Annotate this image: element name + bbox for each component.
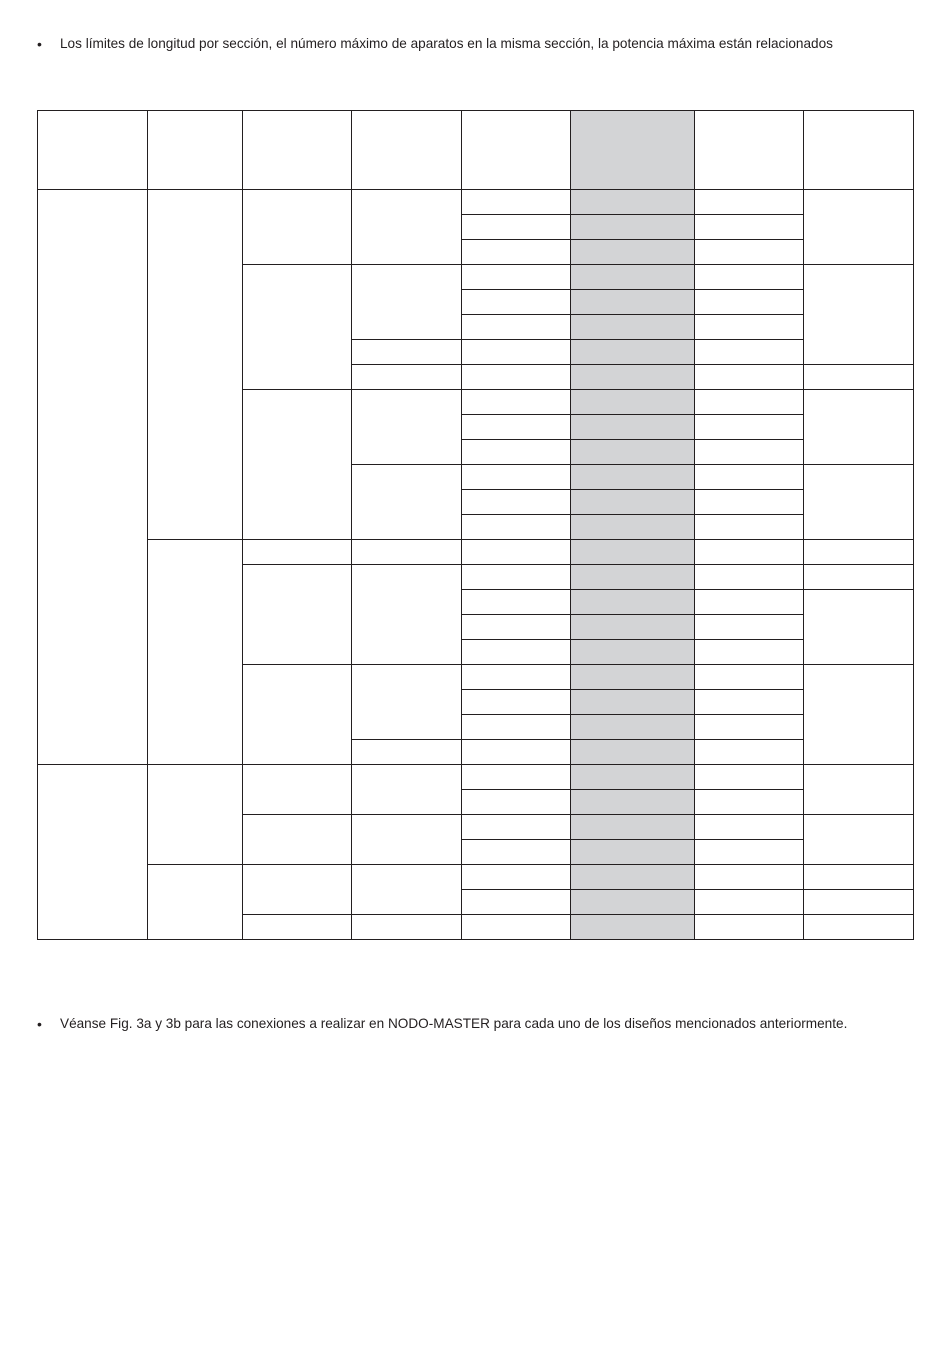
table-cell	[352, 390, 462, 465]
table-cell-shaded	[571, 815, 695, 840]
table-cell	[695, 190, 804, 215]
table-cell-shaded	[571, 690, 695, 715]
table-cell	[352, 740, 462, 765]
table-cell	[352, 665, 462, 740]
table-cell	[695, 840, 804, 865]
table-cell-shaded	[571, 640, 695, 665]
paragraph-text: Véanse Fig. 3a y 3b para las conexiones a realizar en NODO-MASTER para cada uno de los diseños mencionados anteriormente.	[60, 1016, 848, 1031]
table-cell	[804, 815, 914, 865]
table-cell	[462, 390, 571, 415]
table-cell	[462, 440, 571, 465]
table-cell-shaded	[571, 440, 695, 465]
table-cell-shaded	[571, 415, 695, 440]
table-cell	[148, 865, 243, 940]
table-cell	[352, 565, 462, 665]
table-cell	[243, 565, 352, 665]
table-cell	[695, 265, 804, 290]
table-cell	[352, 340, 462, 365]
table-row	[38, 865, 914, 890]
table-cell	[462, 265, 571, 290]
table-cell	[462, 615, 571, 640]
table-cell-shaded	[571, 190, 695, 215]
table-cell	[695, 440, 804, 465]
table-cell	[695, 690, 804, 715]
table-cell	[695, 365, 804, 390]
table-cell	[462, 865, 571, 890]
table-cell	[462, 740, 571, 765]
table-cell	[352, 111, 462, 190]
table-cell-shaded	[571, 215, 695, 240]
table-cell-shaded	[571, 515, 695, 540]
table-cell	[804, 540, 914, 565]
table-cell	[462, 190, 571, 215]
table-cell	[695, 590, 804, 615]
table-cell	[352, 540, 462, 565]
table-cell	[804, 265, 914, 365]
table-cell	[462, 240, 571, 265]
table-cell	[462, 715, 571, 740]
table-cell	[243, 190, 352, 265]
table-cell	[695, 715, 804, 740]
table-cell	[804, 465, 914, 540]
table-cell	[462, 540, 571, 565]
table-cell	[462, 915, 571, 940]
table-cell	[243, 540, 352, 565]
table-cell	[695, 565, 804, 590]
table-cell	[462, 315, 571, 340]
table-cell-shaded	[571, 565, 695, 590]
table-cell-shaded	[571, 290, 695, 315]
table-cell	[462, 815, 571, 840]
table-cell	[804, 390, 914, 465]
table-header-row	[38, 111, 914, 190]
table-cell-shaded	[571, 765, 695, 790]
table-cell	[695, 665, 804, 690]
table-cell	[243, 111, 352, 190]
table-cell	[462, 790, 571, 815]
table-cell	[695, 890, 804, 915]
table-cell-shaded	[571, 590, 695, 615]
table-cell	[804, 765, 914, 815]
table-cell	[695, 315, 804, 340]
table-cell	[38, 190, 148, 765]
table-cell	[462, 590, 571, 615]
table-cell	[462, 690, 571, 715]
table-cell-shaded	[571, 340, 695, 365]
table-cell	[695, 340, 804, 365]
paragraph-text: Los límites de longitud por sección, el número máximo de aparatos en la misma sección, la potencia máxima están relacionados	[60, 36, 833, 51]
table-cell	[462, 515, 571, 540]
table-cell	[352, 465, 462, 540]
table-cell-shaded	[571, 840, 695, 865]
table-cell	[462, 840, 571, 865]
table-cell	[695, 215, 804, 240]
table-cell	[695, 490, 804, 515]
table-row	[38, 765, 914, 790]
table-cell	[148, 190, 243, 540]
table-cell	[352, 765, 462, 815]
table-cell	[462, 665, 571, 690]
table-cell-shaded	[571, 890, 695, 915]
table-cell	[462, 365, 571, 390]
bullet-paragraph-2	[37, 1015, 847, 1033]
table-row	[38, 190, 914, 215]
table-cell-shaded	[571, 315, 695, 340]
table-cell	[695, 415, 804, 440]
table-cell	[243, 865, 352, 915]
table-cell-shaded	[571, 615, 695, 640]
table-cell	[804, 890, 914, 915]
table-cell	[148, 111, 243, 190]
table-cell	[352, 815, 462, 865]
table-cell	[352, 365, 462, 390]
table-cell	[462, 111, 571, 190]
table-cell	[462, 490, 571, 515]
table-cell	[148, 540, 243, 765]
bullet-icon: •	[37, 1016, 42, 1032]
table-cell	[804, 190, 914, 265]
bullet-paragraph-1	[37, 35, 833, 53]
table-cell-shaded	[571, 665, 695, 690]
table-cell	[695, 615, 804, 640]
table-cell	[804, 565, 914, 590]
table-cell	[243, 815, 352, 865]
table-cell	[695, 740, 804, 765]
specification-table	[37, 110, 914, 940]
table-cell	[462, 465, 571, 490]
table-cell	[695, 915, 804, 940]
table-cell	[243, 265, 352, 390]
table-cell	[695, 790, 804, 815]
table-cell	[695, 290, 804, 315]
table-cell	[243, 390, 352, 540]
table-cell	[695, 240, 804, 265]
table-cell	[695, 765, 804, 790]
table-cell	[695, 865, 804, 890]
table-cell-shaded	[571, 740, 695, 765]
table-cell-shaded	[571, 540, 695, 565]
table-cell-shaded	[571, 465, 695, 490]
table-cell	[804, 590, 914, 665]
table-cell	[695, 815, 804, 840]
table-cell	[695, 465, 804, 490]
table-cell-shaded	[571, 915, 695, 940]
bullet-icon: •	[37, 36, 42, 52]
table-cell	[804, 665, 914, 765]
table-cell-shaded	[571, 365, 695, 390]
table-cell	[462, 340, 571, 365]
table-row	[38, 540, 914, 565]
table-cell	[695, 111, 804, 190]
table-cell	[804, 865, 914, 890]
table-cell	[352, 190, 462, 265]
table-cell	[695, 390, 804, 415]
table-cell	[462, 765, 571, 790]
table-cell	[243, 665, 352, 765]
table-cell	[38, 765, 148, 940]
table-cell	[804, 915, 914, 940]
table-cell	[352, 265, 462, 340]
table-cell	[462, 290, 571, 315]
table-cell	[243, 915, 352, 940]
table-cell	[462, 890, 571, 915]
table-cell	[148, 765, 243, 865]
table-cell-shaded	[571, 490, 695, 515]
table-cell	[695, 540, 804, 565]
table-cell	[243, 765, 352, 815]
table-cell	[462, 640, 571, 665]
table-cell	[38, 111, 148, 190]
table-cell	[462, 215, 571, 240]
table-cell-shaded	[571, 390, 695, 415]
table-cell	[352, 865, 462, 915]
table-cell	[352, 915, 462, 940]
table-cell-shaded	[571, 715, 695, 740]
table-cell	[804, 111, 914, 190]
table-cell	[804, 365, 914, 390]
table-cell-shaded	[571, 265, 695, 290]
table-cell-shaded	[571, 790, 695, 815]
table-cell-shaded	[571, 240, 695, 265]
table-cell-shaded	[571, 111, 695, 190]
table-cell	[695, 515, 804, 540]
table-cell-shaded	[571, 865, 695, 890]
table-cell	[695, 640, 804, 665]
table-cell	[462, 565, 571, 590]
table-cell	[462, 415, 571, 440]
